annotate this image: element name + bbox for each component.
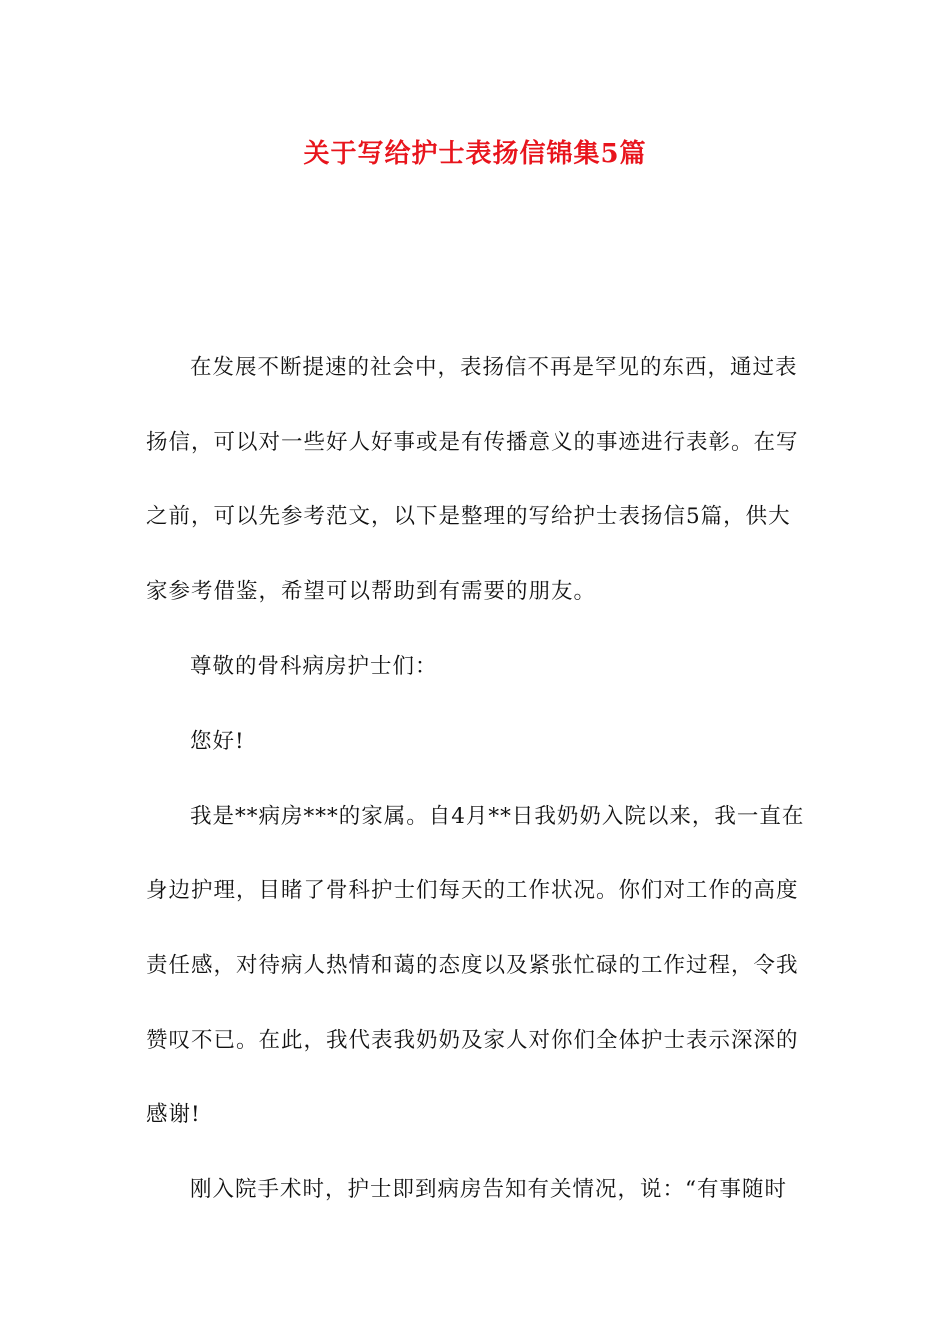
salutation: 尊敬的骨科病房护士们： <box>190 654 438 679</box>
paragraph-line: 我是**病房***的家属。自4月**日我奶奶入院以来，我一直在 <box>190 804 805 829</box>
paragraph-line: 扬信，可以对一些好人好事或是有传播意义的事迹进行表彰。在写 <box>146 430 799 455</box>
paragraph-line: 之前，可以先参考范文，以下是整理的写给护士表扬信5篇，供大 <box>146 504 791 529</box>
paragraph-line: 在发展不断提速的社会中，表扬信不再是罕见的东西，通过表 <box>190 355 798 380</box>
document-title: 关于写给护士表扬信锦集5篇 <box>303 139 647 169</box>
paragraph-line: 责任感，对待病人热情和蔼的态度以及紧张忙碌的工作过程，令我 <box>146 953 799 978</box>
paragraph-line: 身边护理，目睹了骨科护士们每天的工作状况。你们对工作的高度 <box>146 878 799 903</box>
paragraph-line: 赞叹不已。在此，我代表我奶奶及家人对你们全体护士表示深深的 <box>146 1028 799 1053</box>
greeting: 您好! <box>190 729 245 754</box>
paragraph-line: 感谢! <box>146 1102 201 1127</box>
paragraph-line: 家参考借鉴，希望可以帮助到有需要的朋友。 <box>146 579 597 604</box>
paragraph-line: 刚入院手术时，护士即到病房告知有关情况，说：“有事随时 <box>190 1177 787 1202</box>
